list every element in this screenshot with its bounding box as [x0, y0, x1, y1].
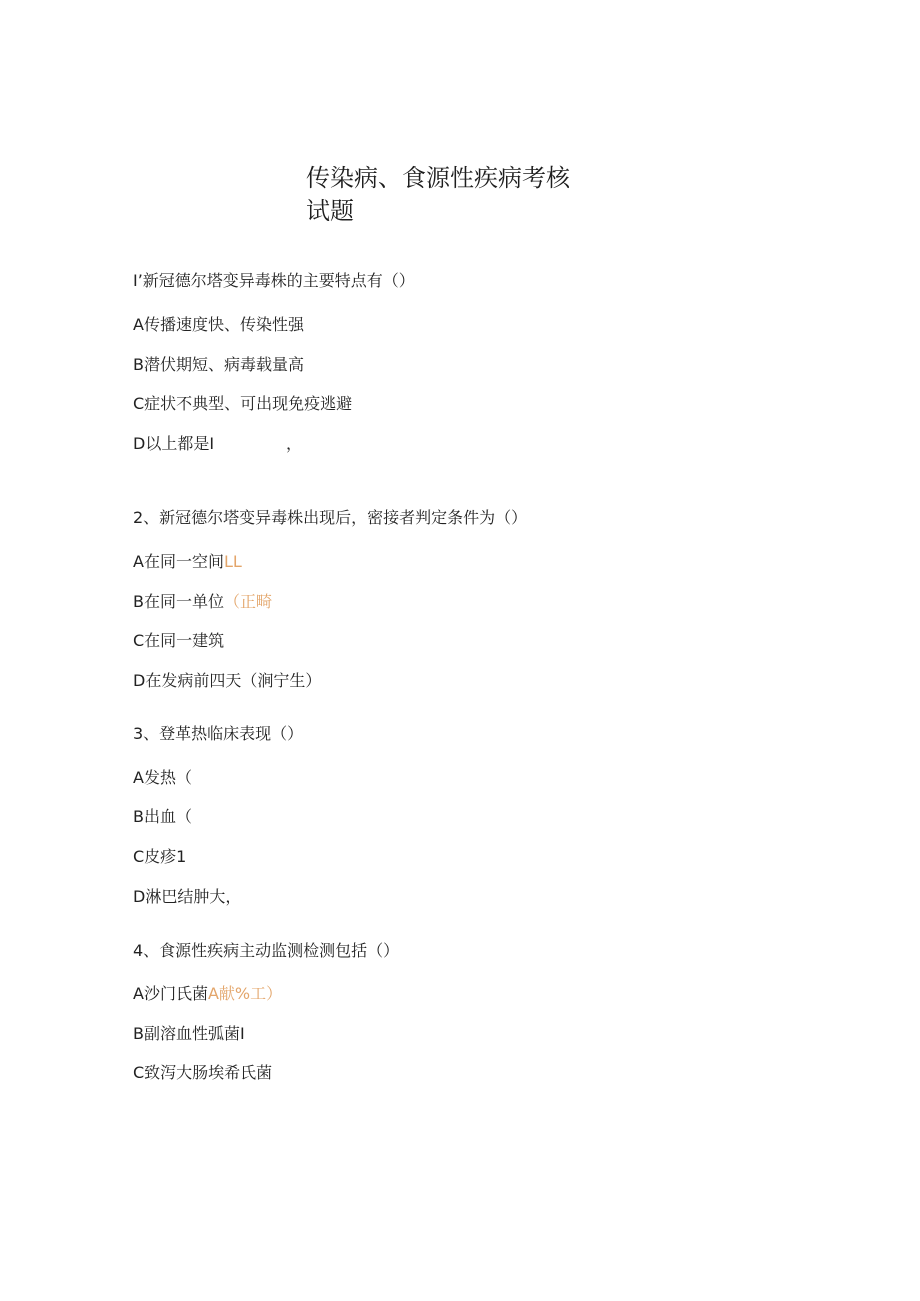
question-4-option-b: B副溶血性弧菌I — [133, 1024, 245, 1043]
option-text: A沙门氏菌 — [133, 984, 208, 1003]
question-2-option-d: D在发病前四天（涧宁生） — [133, 671, 322, 690]
question-2-option-c: C在同一建筑 — [133, 631, 225, 650]
question-2-option-a — [133, 551, 242, 573]
question-3-option-b: B出血（ — [133, 807, 192, 826]
option-text: D以上都是I — [133, 434, 215, 453]
title-line-2: 试题 — [306, 197, 354, 225]
question-3-option-c: C皮疹1 — [133, 847, 187, 866]
question-1-stem: I’新冠德尔塔变异毒株的主要特点有（） — [133, 271, 415, 290]
question-4-option-a — [133, 983, 282, 1005]
handwritten-mark: A献%工） — [207, 984, 283, 1003]
question-1-option-b: B潜伏期短、病毒载量高 — [133, 355, 304, 374]
question-1-option-a: A传播速度快、传染性强 — [133, 315, 304, 334]
question-1-option-d — [133, 433, 302, 455]
option-text: A在同一空间 — [133, 552, 224, 571]
question-3-option-a: A发热（ — [133, 768, 192, 787]
title-line-1: 传染病、食源性疾病考核 — [306, 164, 570, 192]
handwritten-mark: （正畸 — [223, 592, 272, 611]
handwritten-mark: LL — [223, 552, 242, 571]
option-text: B在同一单位 — [133, 592, 224, 611]
question-4-stem: 4、食源性疾病主动监测检测包括（） — [133, 941, 400, 960]
question-4-option-c: C致泻大肠埃希氏菌 — [133, 1063, 273, 1082]
question-3-stem: 3、登革热临床表现（） — [133, 724, 304, 743]
page-title — [306, 162, 586, 228]
question-1-option-c: C症状不典型、可出现免疫逃避 — [133, 394, 353, 413]
option-suffix: ， — [286, 434, 303, 453]
question-2-option-b — [133, 591, 272, 613]
question-3-option-d: D淋巴结肿大， — [133, 887, 242, 906]
question-2-stem: 2、新冠德尔塔变异毒株出现后，密接者判定条件为（） — [133, 508, 528, 527]
